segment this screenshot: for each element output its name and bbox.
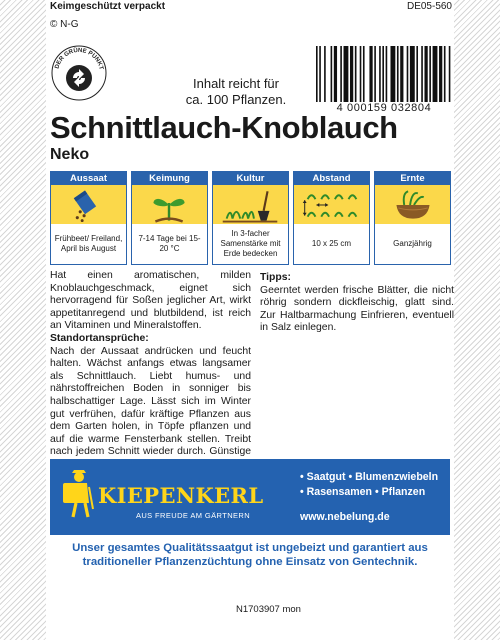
grid-head-abstand: Abstand bbox=[294, 172, 369, 185]
footer-code: N1703907 mon bbox=[236, 604, 301, 615]
brand-name: KIEPENKERL bbox=[98, 483, 264, 508]
grid-cell-keimung bbox=[131, 171, 208, 265]
grid-text-keimung: 7-14 Tage bei 15-20 °C bbox=[138, 233, 201, 253]
packet-content bbox=[46, 0, 454, 640]
seedling-icon bbox=[132, 185, 207, 224]
seed-packet-icon bbox=[51, 185, 126, 224]
top-bar bbox=[46, 0, 454, 14]
standort-heading: Standortansprüche: bbox=[50, 332, 149, 344]
product-description: Hat einen aromatischen, milden Knoblauchgeschmack, eignet sich hervorragend für Soßen jeglicher Art, wirkt appetitanregend und blutbildend, ist reich an Vitaminen und Mineralstoffen. bbox=[50, 270, 251, 332]
cultivation-info-grid bbox=[50, 171, 450, 265]
brand-slogan: AUS FREUDE AM GÄRTNERN bbox=[135, 511, 251, 520]
product-range-line-2: • Rasensamen • Pflanzen bbox=[300, 486, 426, 498]
keimgeschuetzt-label: Keimgeschützt verpackt bbox=[50, 1, 166, 12]
spade-plants-icon bbox=[213, 185, 288, 224]
grid-head-aussaat: Aussaat bbox=[51, 172, 126, 185]
product-title: Schnittlauch-Knoblauch bbox=[50, 110, 398, 145]
gruener-punkt-logo bbox=[50, 44, 108, 102]
right-text-column bbox=[260, 272, 454, 335]
quality-line-2: traditioneller Pflanzenzüchtung ohne Einsatz von Gentechnik. bbox=[82, 556, 418, 568]
copyright-label: © N-G bbox=[50, 19, 79, 30]
grid-head-kultur: Kultur bbox=[213, 172, 288, 185]
grid-head-keimung: Keimung bbox=[132, 172, 207, 185]
standort-text: Nach der Aussaat andrücken und feucht halten. Wächst anfangs etwas langsamer als Schnittlauch. Liebt humus- und nährstoffreichen Boden in sonniger bis halbschattiger Lage. Lässt sich im Winter gut verfrühen, dafür kräftige Pflanzen aus dem Garten holen, in Töpfe pflanzen und auf die warme Fensterbank stellen. Treibt nach jedem Schnitt wieder durch. Günstige bbox=[50, 345, 251, 458]
grid-cell-ernte bbox=[374, 171, 451, 265]
content-amount bbox=[166, 76, 306, 108]
gruener-punkt-text: DER GRÜNE PUNKT bbox=[54, 47, 104, 71]
product-range-line-1: • Saatgut • Blumenzwiebeln bbox=[300, 471, 439, 483]
kiepenkerl-banner bbox=[50, 459, 450, 535]
left-hatched-border bbox=[0, 0, 46, 640]
spacing-arrows-icon bbox=[294, 185, 369, 224]
product-variety: Neko bbox=[50, 146, 90, 163]
tipps-heading: Tipps: bbox=[260, 272, 291, 283]
barcode-number: 4 000159 032804 bbox=[336, 102, 432, 114]
left-text-column bbox=[50, 270, 251, 472]
ean-barcode bbox=[316, 46, 452, 102]
right-hatched-border bbox=[454, 0, 500, 640]
grid-text-aussaat: Frühbeet/ Freiland, April bis August bbox=[54, 233, 123, 253]
website-link[interactable]: www.nebelung.de bbox=[300, 511, 390, 523]
grid-head-ernte: Ernte bbox=[375, 172, 450, 185]
grid-cell-abstand bbox=[293, 171, 370, 265]
grid-text-kultur: In 3-facher Samenstärke mit Erde bedecken bbox=[220, 228, 281, 258]
harvest-bowl-icon bbox=[375, 185, 450, 224]
content-amount-line-2: ca. 100 Pflanzen. bbox=[185, 92, 287, 107]
article-code: DE05-560 bbox=[406, 1, 452, 12]
tipps-text: Geerntet werden frische Blätter, die nicht röhrig sondern dickfleischig, glatt sind. Zur Haltbarmachung Einfrieren, eventuell in Salz einlegen. bbox=[260, 284, 454, 334]
grid-text-ernte: Ganzjährig bbox=[393, 238, 432, 248]
product-range bbox=[300, 470, 438, 500]
content-amount-line-1: Inhalt reicht für bbox=[193, 76, 279, 91]
grid-cell-kultur bbox=[212, 171, 289, 265]
quality-line-1: Unser gesamtes Qualitätssaatgut ist ungebeizt und garantiert aus bbox=[72, 542, 428, 554]
kiepenkerl-figure-icon bbox=[58, 469, 96, 519]
recycling-arrows-icon bbox=[66, 65, 92, 91]
grid-text-abstand: 10 x 25 cm bbox=[311, 238, 352, 248]
quality-statement bbox=[46, 541, 454, 569]
grid-cell-aussaat bbox=[50, 171, 127, 265]
